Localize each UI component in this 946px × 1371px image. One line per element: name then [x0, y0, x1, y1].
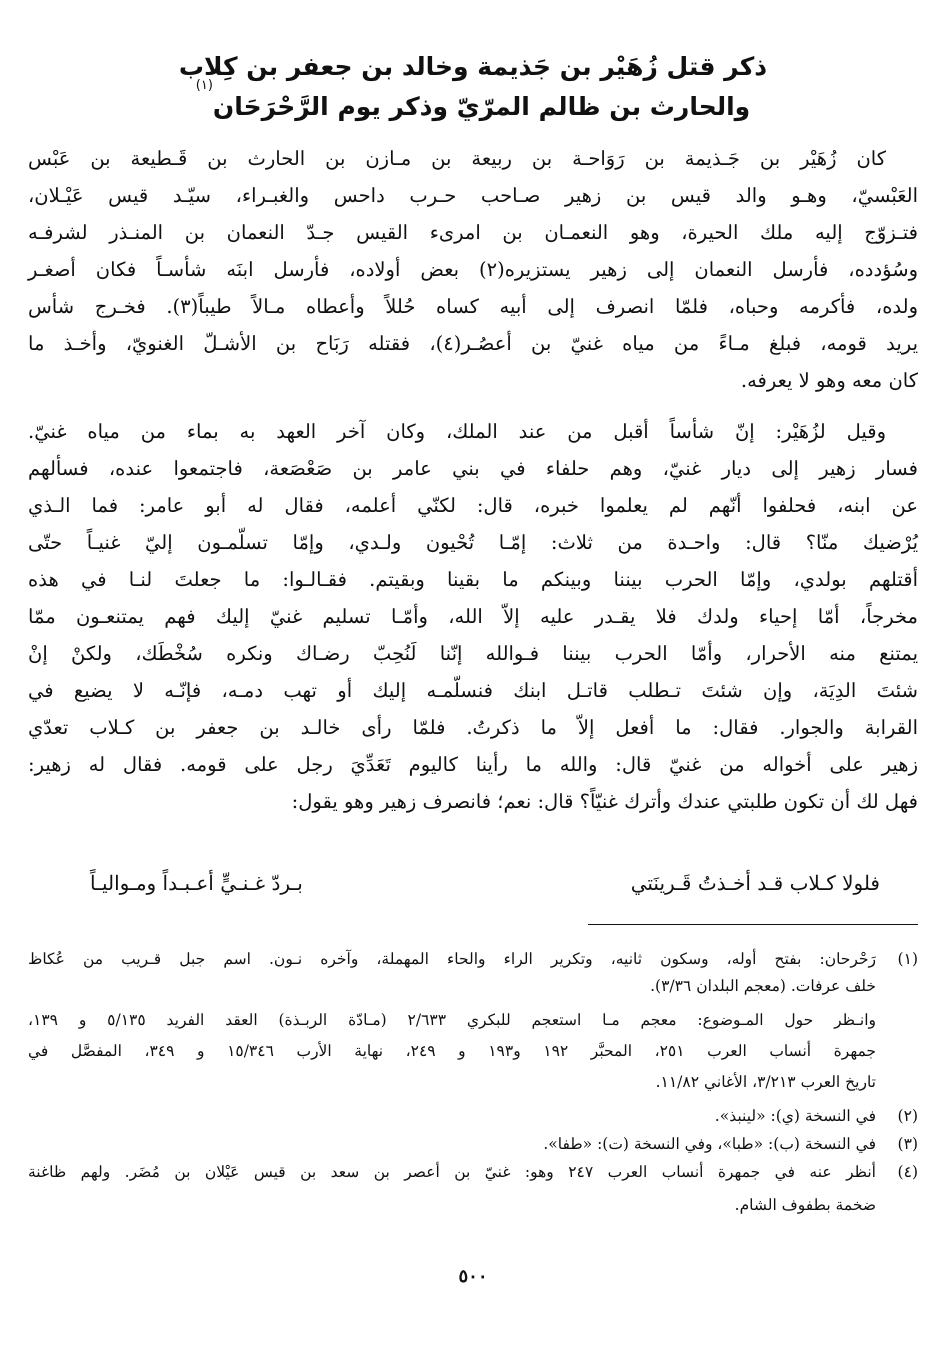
footnote-number: (٤)	[897, 1163, 918, 1181]
footnote-line: في النسخة (ي): «لينبذ».	[714, 1107, 876, 1125]
body-line: عن ابنه، فحلفوا أنّهم لم يعلموا خبره، قال: لكنّي أعلمه، فقال له أبو عامر: فما الـذي	[28, 494, 918, 517]
footnote-line: في النسخة (ب): «طبا»، وفي النسخة (ت): «طفا».	[543, 1135, 876, 1153]
body-line: يمتنع منه الأحرار، وأمّا الحرب بيننا فـوالله إنّنا لَنُحِبّ رضـاك ونكره سُخْطَك، ولكنْ إنْ	[28, 642, 918, 665]
chapter-title-text-2: والحارث بن ظالم المرّيّ وذكر يوم الرَّحْرَحَان	[212, 92, 751, 121]
body-line: وقيل لزُهَيْر: إنّ شأساً أقبل من عند الملك، وكان آخر العهد به بماء من مياه غنيّ.	[28, 420, 886, 443]
chapter-title-text-1: ذكر قتل زُهَيْر بن جَذيمة وخالد بن جعفر بن كِلاب	[178, 52, 768, 81]
body-line: يُرْضيك منّا؟ قال: واحـدة من ثلاث: إمّـا تُحْيون ولـدي، وإمّا تسلّمـون إليّ غنيـاً حتّى	[28, 531, 918, 554]
body-line: أقتلهم بولدي، وإمّا الحرب بيننا وبينكم ما بقينا وبقيتم. فقـالـوا: ما جعلتَ لنـا في هذه	[28, 568, 918, 591]
body-line: يريد قومه، فبلغ مـاءً من مياه غنيّ بن أعصُـر(٤)، فقتله رَبَاح بن الأشـلّ الغنويّ، وأخـذ ما	[28, 332, 918, 355]
footnote-line: تاريخ العرب ٣/٢١٣، الأغاني ١١/٨٢.	[655, 1073, 876, 1091]
body-line: كان معه وهو لا يعرفه.	[740, 369, 918, 392]
body-line: زهير على أخواله من غنيّ قال: والله ما رأينا كاليوم تَعَدِّيَ رجل على قومه. فقال له زهير:	[28, 753, 918, 776]
body-line: فهل لك أن تكون طلبتي عندك وأترك غنيّاً؟ قال: نعم؛ فانصرف زهير وهو يقول:	[291, 790, 918, 813]
footnote-line: رَحْرحان: بفتح أوله، وسكون ثانيه، وتكرير الراء والحاء المهملة، وآخره نـون. اسم جبل قـريب من عُكاظ	[28, 950, 876, 968]
body-line: وسُؤدده، فأرسل النعمان إلى زهير يستزيره(٢) بعض أولاده، فأرسل ابنَه شأسـاً فكان أصغـر	[28, 258, 918, 281]
title-footnote-ref: (١)	[195, 78, 213, 93]
footnote-line: جمهرة أنساب العرب ٢٥١، المحبَّر ١٩٢ و١٩٣ و ٢٤٩، نهاية الأرب ١٥/٣٤٦ و ٣٤٩، المفصَّل في	[28, 1042, 877, 1060]
verse-hemistich-first: فلولا كـلاب قـد أخـذتُ قَـرينَتي	[630, 871, 880, 895]
verse-hemistich-second: بـردّ غـنـيٍّ أعـبـداً ومـواليـاً	[90, 871, 303, 895]
poem-verse	[90, 865, 880, 901]
footnote-line: خلف عرفات. (معجم البلدان ٣/٣٦).	[650, 977, 876, 995]
footnote-line: أنظر عنه في جمهرة أنساب العرب ٢٤٧ وهو: غنيّ بن أعصر بن سعد بن قيس عَيْلان بن مُضَر. ولهم ظاغنة	[28, 1163, 876, 1181]
body-line: ولده، فأكرمه وحباه، فلمّا انصرف إلى أبيه كساه حُللاً وأعطاه مـالاً طيباً(٣). فخـرج شأس	[28, 295, 918, 318]
chapter-title-line-2	[120, 78, 826, 128]
page-number: ٥٠٠	[458, 1266, 488, 1287]
footnote-number: (٣)	[897, 1135, 918, 1153]
body-line: شئتَ الدِيَة، وإن شئتَ تـطلب قاتـل ابنك فنسلّمـه إليك أو تهب دمـه، فإنّـه لا يضيع في	[28, 679, 918, 702]
body-line: فسار زهير إلى ديار غنيّ، وهم حلفاء في بني عامر بن صَعْصَعة، فاجتمعوا عنده، فسألهم	[28, 457, 918, 480]
footnote-number: (٢)	[897, 1107, 918, 1125]
body-line: العَبْسيّ، وهـو والد قيس بن زهير صـاحب حـرب داحس والغبـراء، سيّـد قيس عَيْـلان،	[28, 184, 918, 207]
footnote-line: ضخمة بطفوف الشام.	[734, 1196, 876, 1214]
body-line: فتـزوّج إليه ملك الحيرة، وهو النعمـان بن امرىء القيس جـدّ النعمان بن المنـذر لشرفـه	[28, 221, 918, 244]
body-line: القرابة والجوار. فقال: ما أفعل إلاّ ما ذكرتُ. فلمّا رأى خالـد بن جعفر بن كـلاب تعدّي	[28, 716, 918, 739]
footnote-number: (١)	[897, 950, 918, 968]
footnote-line: وانـظر حول المـوضوع: معجم مـا استعجم للبكري ٢/٦٣٣ (مـادّة الربـذة) العقد الفريد ٥/١٣٥ و ١٣٩،	[28, 1011, 876, 1029]
chapter-title-line-1	[120, 46, 826, 88]
footnote-separator	[588, 924, 918, 925]
body-line: مخرجاً، أمّا إحياء ولدك فلا يقـدر عليه إلاّ الله، وأمّـا تسليم غنيّ إليك فهم يمتنعـون ممّا	[28, 605, 918, 628]
body-line: كان زُهَيْر بن جَـذيمة بن رَوَاحـة بن ربيعة بن مـازن بن الحارث بن قَـطيعة بن عَبْس	[28, 147, 886, 170]
